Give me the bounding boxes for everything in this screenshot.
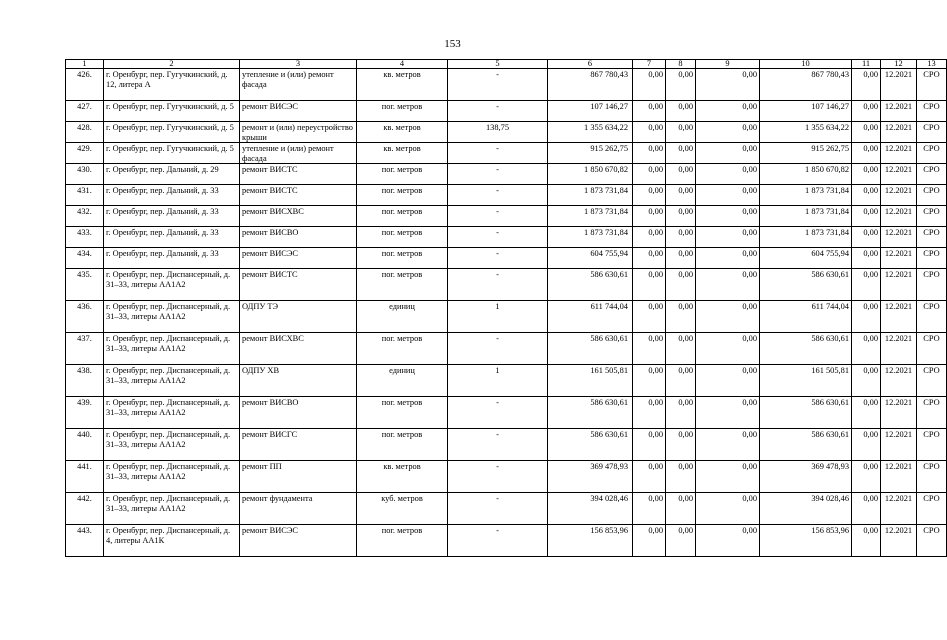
cell-fund-owners: 1 873 731,84 — [760, 185, 852, 206]
cell-fund-other: 0,00 — [852, 525, 881, 557]
cell-fund-local: 0,00 — [696, 301, 760, 333]
cell-fund-local: 0,00 — [696, 397, 760, 429]
cell-quantity: - — [448, 493, 548, 525]
cell-work-type: ремонт ВИСХВС — [240, 206, 357, 227]
cell-unit: кв. метров — [357, 461, 448, 493]
cell-row-number: 426. — [66, 69, 104, 101]
cell-fund-regional: 0,00 — [666, 69, 696, 101]
cell-fund-regional: 0,00 — [666, 143, 696, 164]
column-header-8: 8 — [666, 60, 696, 69]
cell-completion-date: 12.2021 — [881, 397, 917, 429]
cell-unit: единиц — [357, 301, 448, 333]
cell-source: СРО — [917, 301, 947, 333]
cell-address: г. Оренбург, пер. Гугучкинский, д. 5 — [104, 101, 240, 122]
cell-row-number: 434. — [66, 248, 104, 269]
cell-completion-date: 12.2021 — [881, 461, 917, 493]
cell-row-number: 429. — [66, 143, 104, 164]
cell-unit: пог. метров — [357, 101, 448, 122]
cell-fund-other: 0,00 — [852, 365, 881, 397]
cell-fund-owners: 369 478,93 — [760, 461, 852, 493]
cell-source: СРО — [917, 101, 947, 122]
cell-fund-other: 0,00 — [852, 143, 881, 164]
cell-quantity: 1 — [448, 365, 548, 397]
cell-fund-federal: 0,00 — [633, 301, 666, 333]
cell-source: СРО — [917, 333, 947, 365]
cell-fund-local: 0,00 — [696, 248, 760, 269]
cell-total-cost: 1 355 634,22 — [548, 122, 633, 143]
cell-fund-owners: 1 850 670,82 — [760, 164, 852, 185]
cell-row-number: 439. — [66, 397, 104, 429]
cell-fund-local: 0,00 — [696, 493, 760, 525]
cell-fund-federal: 0,00 — [633, 69, 666, 101]
cell-fund-other: 0,00 — [852, 185, 881, 206]
cell-fund-other: 0,00 — [852, 269, 881, 301]
cell-fund-federal: 0,00 — [633, 333, 666, 365]
cell-unit: кв. метров — [357, 122, 448, 143]
column-header-5: 5 — [448, 60, 548, 69]
cell-fund-local: 0,00 — [696, 206, 760, 227]
cell-quantity: - — [448, 185, 548, 206]
cell-source: СРО — [917, 143, 947, 164]
cell-fund-regional: 0,00 — [666, 397, 696, 429]
cell-quantity: 138,75 — [448, 122, 548, 143]
cell-fund-regional: 0,00 — [666, 493, 696, 525]
cell-work-type: ремонт ВИСТС — [240, 269, 357, 301]
cell-unit: пог. метров — [357, 269, 448, 301]
cell-source: СРО — [917, 525, 947, 557]
column-header-6: 6 — [548, 60, 633, 69]
capital-repair-table — [65, 59, 947, 557]
cell-fund-federal: 0,00 — [633, 525, 666, 557]
cell-address: г. Оренбург, пер. Дальний, д. 33 — [104, 185, 240, 206]
table-body — [66, 69, 947, 557]
cell-row-number: 433. — [66, 227, 104, 248]
column-header-12: 12 — [881, 60, 917, 69]
cell-work-type: ремонт ВИСТС — [240, 164, 357, 185]
cell-fund-federal: 0,00 — [633, 365, 666, 397]
cell-fund-local: 0,00 — [696, 69, 760, 101]
cell-completion-date: 12.2021 — [881, 525, 917, 557]
column-header-1: 1 — [66, 60, 104, 69]
cell-row-number: 436. — [66, 301, 104, 333]
cell-source: СРО — [917, 69, 947, 101]
cell-fund-other: 0,00 — [852, 248, 881, 269]
cell-fund-federal: 0,00 — [633, 269, 666, 301]
table-row — [66, 525, 947, 557]
table-row — [66, 333, 947, 365]
cell-unit: пог. метров — [357, 164, 448, 185]
cell-source: СРО — [917, 227, 947, 248]
cell-fund-regional: 0,00 — [666, 429, 696, 461]
cell-quantity: - — [448, 164, 548, 185]
table-row — [66, 143, 947, 164]
cell-work-type: утепление и (или) ремонт фасада — [240, 69, 357, 101]
cell-fund-other: 0,00 — [852, 164, 881, 185]
cell-fund-other: 0,00 — [852, 206, 881, 227]
cell-fund-local: 0,00 — [696, 164, 760, 185]
table-row — [66, 493, 947, 525]
cell-fund-federal: 0,00 — [633, 493, 666, 525]
cell-source: СРО — [917, 397, 947, 429]
table-row — [66, 397, 947, 429]
page-number: 153 — [444, 38, 461, 50]
cell-fund-owners: 156 853,96 — [760, 525, 852, 557]
cell-completion-date: 12.2021 — [881, 301, 917, 333]
cell-fund-owners: 1 873 731,84 — [760, 206, 852, 227]
cell-address: г. Оренбург, пер. Диспансерный, д. 31–33, литеры АА1А2 — [104, 397, 240, 429]
cell-address: г. Оренбург, пер. Диспансерный, д. 31–33, литеры АА1А2 — [104, 493, 240, 525]
cell-total-cost: 586 630,61 — [548, 429, 633, 461]
cell-completion-date: 12.2021 — [881, 248, 917, 269]
table-row — [66, 365, 947, 397]
table-row — [66, 227, 947, 248]
cell-quantity: - — [448, 69, 548, 101]
cell-row-number: 437. — [66, 333, 104, 365]
cell-address: г. Оренбург, пер. Диспансерный, д. 31–33, литеры АА1А2 — [104, 429, 240, 461]
column-header-2: 2 — [104, 60, 240, 69]
cell-fund-regional: 0,00 — [666, 164, 696, 185]
cell-row-number: 441. — [66, 461, 104, 493]
cell-fund-regional: 0,00 — [666, 269, 696, 301]
cell-unit: кв. метров — [357, 69, 448, 101]
column-header-3: 3 — [240, 60, 357, 69]
table-row — [66, 461, 947, 493]
cell-total-cost: 161 505,81 — [548, 365, 633, 397]
table-row — [66, 301, 947, 333]
cell-unit: пог. метров — [357, 429, 448, 461]
cell-total-cost: 394 028,46 — [548, 493, 633, 525]
column-header-7: 7 — [633, 60, 666, 69]
cell-fund-regional: 0,00 — [666, 333, 696, 365]
cell-address: г. Оренбург, пер. Дальний, д. 33 — [104, 227, 240, 248]
cell-address: г. Оренбург, пер. Дальний, д. 33 — [104, 206, 240, 227]
cell-row-number: 435. — [66, 269, 104, 301]
cell-total-cost: 156 853,96 — [548, 525, 633, 557]
cell-fund-federal: 0,00 — [633, 143, 666, 164]
cell-total-cost: 1 873 731,84 — [548, 227, 633, 248]
cell-fund-other: 0,00 — [852, 461, 881, 493]
cell-work-type: ремонт ВИСЭС — [240, 525, 357, 557]
cell-fund-owners: 915 262,75 — [760, 143, 852, 164]
cell-fund-federal: 0,00 — [633, 185, 666, 206]
cell-row-number: 443. — [66, 525, 104, 557]
cell-fund-owners: 1 873 731,84 — [760, 227, 852, 248]
cell-completion-date: 12.2021 — [881, 429, 917, 461]
cell-work-type: ремонт ВИСХВС — [240, 333, 357, 365]
cell-fund-federal: 0,00 — [633, 397, 666, 429]
cell-total-cost: 867 780,43 — [548, 69, 633, 101]
cell-completion-date: 12.2021 — [881, 269, 917, 301]
cell-fund-local: 0,00 — [696, 429, 760, 461]
cell-fund-local: 0,00 — [696, 143, 760, 164]
cell-row-number: 438. — [66, 365, 104, 397]
cell-fund-local: 0,00 — [696, 122, 760, 143]
table-row — [66, 185, 947, 206]
cell-total-cost: 1 873 731,84 — [548, 206, 633, 227]
cell-fund-local: 0,00 — [696, 269, 760, 301]
cell-fund-other: 0,00 — [852, 227, 881, 248]
cell-fund-owners: 611 744,04 — [760, 301, 852, 333]
column-header-13: 13 — [917, 60, 947, 69]
cell-source: СРО — [917, 493, 947, 525]
cell-work-type: ОДПУ ХВ — [240, 365, 357, 397]
cell-completion-date: 12.2021 — [881, 143, 917, 164]
cell-total-cost: 586 630,61 — [548, 269, 633, 301]
table-row — [66, 101, 947, 122]
cell-quantity: - — [448, 227, 548, 248]
cell-row-number: 442. — [66, 493, 104, 525]
cell-total-cost: 586 630,61 — [548, 333, 633, 365]
cell-fund-owners: 1 355 634,22 — [760, 122, 852, 143]
cell-quantity: - — [448, 397, 548, 429]
cell-fund-regional: 0,00 — [666, 185, 696, 206]
cell-fund-federal: 0,00 — [633, 248, 666, 269]
cell-completion-date: 12.2021 — [881, 69, 917, 101]
cell-fund-other: 0,00 — [852, 493, 881, 525]
cell-unit: пог. метров — [357, 525, 448, 557]
cell-total-cost: 586 630,61 — [548, 397, 633, 429]
cell-work-type: ремонт и (или) переустройство крыши — [240, 122, 357, 143]
cell-fund-other: 0,00 — [852, 397, 881, 429]
cell-unit: пог. метров — [357, 248, 448, 269]
cell-total-cost: 604 755,94 — [548, 248, 633, 269]
cell-total-cost: 611 744,04 — [548, 301, 633, 333]
cell-fund-regional: 0,00 — [666, 227, 696, 248]
cell-completion-date: 12.2021 — [881, 122, 917, 143]
table-row — [66, 122, 947, 143]
cell-fund-owners: 586 630,61 — [760, 333, 852, 365]
cell-fund-owners: 586 630,61 — [760, 429, 852, 461]
cell-completion-date: 12.2021 — [881, 185, 917, 206]
cell-fund-owners: 394 028,46 — [760, 493, 852, 525]
cell-fund-regional: 0,00 — [666, 248, 696, 269]
cell-source: СРО — [917, 429, 947, 461]
cell-total-cost: 915 262,75 — [548, 143, 633, 164]
cell-quantity: - — [448, 143, 548, 164]
cell-fund-federal: 0,00 — [633, 122, 666, 143]
cell-completion-date: 12.2021 — [881, 493, 917, 525]
cell-fund-regional: 0,00 — [666, 301, 696, 333]
table-row — [66, 269, 947, 301]
cell-unit: пог. метров — [357, 333, 448, 365]
cell-address: г. Оренбург, пер. Диспансерный, д. 31–33, литеры АА1А2 — [104, 301, 240, 333]
cell-address: г. Оренбург, пер. Диспансерный, д. 31–33, литеры АА1А2 — [104, 333, 240, 365]
cell-fund-federal: 0,00 — [633, 461, 666, 493]
cell-completion-date: 12.2021 — [881, 164, 917, 185]
cell-fund-owners: 161 505,81 — [760, 365, 852, 397]
cell-quantity: - — [448, 206, 548, 227]
cell-fund-federal: 0,00 — [633, 206, 666, 227]
column-number-header-row — [66, 60, 947, 69]
cell-fund-local: 0,00 — [696, 185, 760, 206]
cell-source: СРО — [917, 248, 947, 269]
cell-fund-local: 0,00 — [696, 365, 760, 397]
cell-work-type: ремонт ВИСВО — [240, 397, 357, 429]
cell-row-number: 427. — [66, 101, 104, 122]
column-header-9: 9 — [696, 60, 760, 69]
cell-work-type: ОДПУ ТЭ — [240, 301, 357, 333]
cell-fund-local: 0,00 — [696, 101, 760, 122]
cell-quantity: - — [448, 269, 548, 301]
cell-fund-regional: 0,00 — [666, 365, 696, 397]
table-row — [66, 429, 947, 461]
cell-work-type: утепление и (или) ремонт фасада — [240, 143, 357, 164]
cell-fund-regional: 0,00 — [666, 101, 696, 122]
cell-fund-regional: 0,00 — [666, 206, 696, 227]
cell-fund-other: 0,00 — [852, 429, 881, 461]
cell-fund-owners: 107 146,27 — [760, 101, 852, 122]
cell-completion-date: 12.2021 — [881, 227, 917, 248]
cell-work-type: ремонт фундамента — [240, 493, 357, 525]
cell-unit: пог. метров — [357, 227, 448, 248]
cell-fund-owners: 604 755,94 — [760, 248, 852, 269]
cell-quantity: - — [448, 248, 548, 269]
cell-quantity: - — [448, 429, 548, 461]
cell-unit: пог. метров — [357, 397, 448, 429]
cell-fund-owners: 586 630,61 — [760, 269, 852, 301]
cell-address: г. Оренбург, пер. Гугучкинский, д. 12, литера А — [104, 69, 240, 101]
cell-fund-other: 0,00 — [852, 333, 881, 365]
cell-fund-federal: 0,00 — [633, 429, 666, 461]
cell-fund-owners: 867 780,43 — [760, 69, 852, 101]
table-row — [66, 69, 947, 101]
cell-work-type: ремонт ВИСТС — [240, 185, 357, 206]
cell-work-type: ремонт ВИСВО — [240, 227, 357, 248]
cell-source: СРО — [917, 461, 947, 493]
cell-unit: единиц — [357, 365, 448, 397]
cell-fund-federal: 0,00 — [633, 164, 666, 185]
cell-work-type: ремонт ПП — [240, 461, 357, 493]
cell-fund-local: 0,00 — [696, 333, 760, 365]
cell-source: СРО — [917, 122, 947, 143]
column-header-10: 10 — [760, 60, 852, 69]
cell-source: СРО — [917, 164, 947, 185]
cell-work-type: ремонт ВИСГС — [240, 429, 357, 461]
cell-completion-date: 12.2021 — [881, 206, 917, 227]
cell-quantity: - — [448, 461, 548, 493]
cell-fund-other: 0,00 — [852, 69, 881, 101]
cell-source: СРО — [917, 185, 947, 206]
cell-address: г. Оренбург, пер. Гугучкинский, д. 5 — [104, 122, 240, 143]
column-header-11: 11 — [852, 60, 881, 69]
cell-fund-owners: 586 630,61 — [760, 397, 852, 429]
cell-row-number: 440. — [66, 429, 104, 461]
cell-fund-regional: 0,00 — [666, 461, 696, 493]
cell-fund-local: 0,00 — [696, 227, 760, 248]
cell-completion-date: 12.2021 — [881, 101, 917, 122]
cell-row-number: 432. — [66, 206, 104, 227]
cell-address: г. Оренбург, пер. Гугучкинский, д. 5 — [104, 143, 240, 164]
cell-row-number: 430. — [66, 164, 104, 185]
cell-fund-regional: 0,00 — [666, 122, 696, 143]
cell-total-cost: 1 850 670,82 — [548, 164, 633, 185]
cell-fund-federal: 0,00 — [633, 227, 666, 248]
cell-fund-local: 0,00 — [696, 461, 760, 493]
cell-address: г. Оренбург, пер. Дальний, д. 29 — [104, 164, 240, 185]
cell-address: г. Оренбург, пер. Дальний, д. 33 — [104, 248, 240, 269]
cell-total-cost: 107 146,27 — [548, 101, 633, 122]
cell-row-number: 428. — [66, 122, 104, 143]
table-row — [66, 206, 947, 227]
cell-unit: пог. метров — [357, 185, 448, 206]
cell-source: СРО — [917, 206, 947, 227]
cell-unit: пог. метров — [357, 206, 448, 227]
table-row — [66, 248, 947, 269]
cell-fund-federal: 0,00 — [633, 101, 666, 122]
cell-quantity: - — [448, 333, 548, 365]
cell-work-type: ремонт ВИСЭС — [240, 101, 357, 122]
cell-source: СРО — [917, 269, 947, 301]
cell-fund-other: 0,00 — [852, 122, 881, 143]
cell-row-number: 431. — [66, 185, 104, 206]
cell-total-cost: 369 478,93 — [548, 461, 633, 493]
cell-completion-date: 12.2021 — [881, 365, 917, 397]
cell-completion-date: 12.2021 — [881, 333, 917, 365]
cell-fund-local: 0,00 — [696, 525, 760, 557]
table-row — [66, 164, 947, 185]
cell-work-type: ремонт ВИСЭС — [240, 248, 357, 269]
cell-unit: куб. метров — [357, 493, 448, 525]
cell-address: г. Оренбург, пер. Диспансерный, д. 31–33, литеры АА1А2 — [104, 461, 240, 493]
cell-quantity: 1 — [448, 301, 548, 333]
cell-fund-regional: 0,00 — [666, 525, 696, 557]
cell-address: г. Оренбург, пер. Диспансерный, д. 31–33, литеры АА1А2 — [104, 365, 240, 397]
cell-total-cost: 1 873 731,84 — [548, 185, 633, 206]
cell-quantity: - — [448, 525, 548, 557]
cell-source: СРО — [917, 365, 947, 397]
cell-address: г. Оренбург, пер. Диспансерный, д. 4, литеры АА1К — [104, 525, 240, 557]
cell-fund-other: 0,00 — [852, 301, 881, 333]
cell-address: г. Оренбург, пер. Диспансерный, д. 31–33, литеры АА1А2 — [104, 269, 240, 301]
cell-unit: кв. метров — [357, 143, 448, 164]
cell-fund-other: 0,00 — [852, 101, 881, 122]
cell-quantity: - — [448, 101, 548, 122]
column-header-4: 4 — [357, 60, 448, 69]
